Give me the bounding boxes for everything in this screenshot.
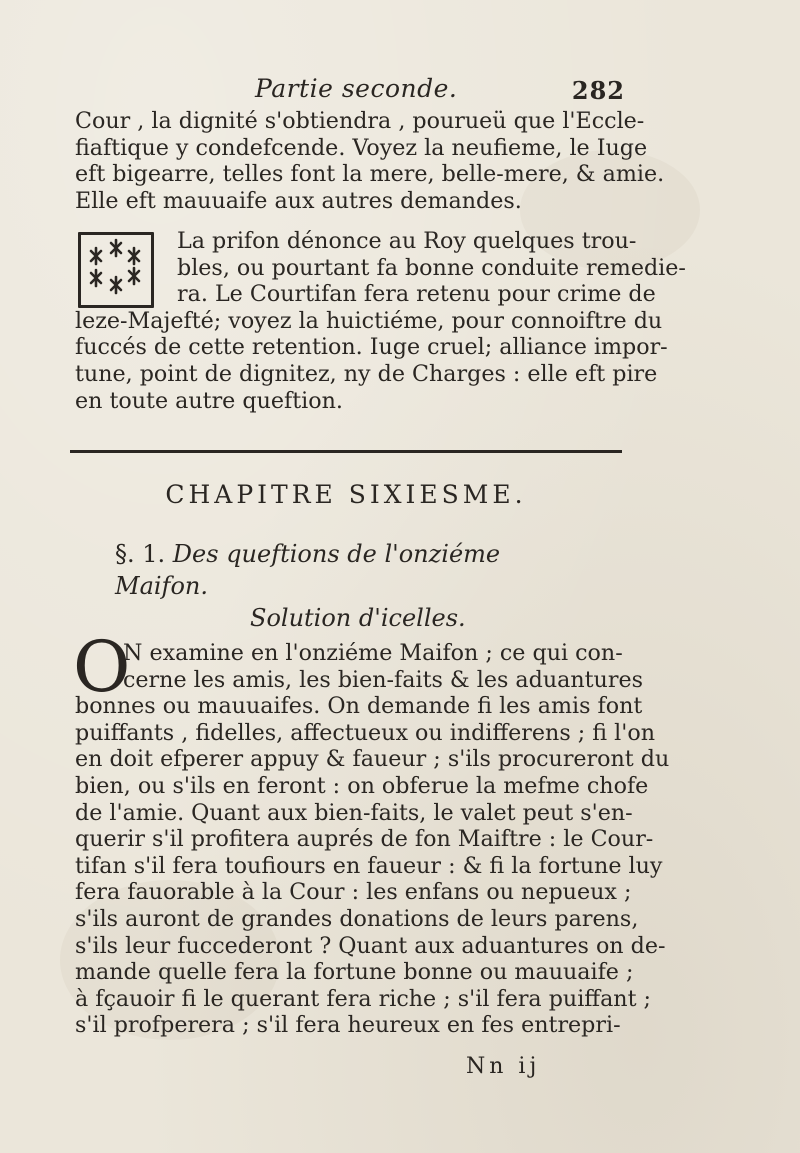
body-paragraph: [73, 626, 670, 1039]
section-heading: [115, 538, 595, 634]
top-paragraph: [75, 108, 665, 214]
text-line: tifan s'il fera toufiours en faueur : & fi la fortune luy: [75, 852, 663, 879]
section-number: §. 1.: [115, 540, 166, 568]
section-title: Des queftions de l'onziéme Maifon.: [115, 540, 501, 600]
text-line: bien, ou s'ils en feront : on obferue la mefme chofe: [75, 772, 649, 799]
page-number: 282: [571, 76, 625, 105]
text-line: en doit efperer appuy & faueur ; s'ils procureront du: [75, 746, 670, 773]
text-line: puiffants , fidelles, affectueux ou indifferens ; fi l'on: [75, 719, 655, 746]
text-line: La prifon dénonce au Roy quelques trou-: [177, 228, 637, 254]
catchword: Nn ij: [466, 1054, 541, 1079]
text-line: de l'amie. Quant aux bien-faits, le valet peut s'en-: [75, 799, 633, 826]
text-line: N examine en l'onziéme Maifon ; ce qui con-: [123, 640, 623, 666]
text-line: en toute autre queftion.: [75, 387, 343, 414]
text-line: s'ils auront de grandes donations de leurs parens,: [75, 905, 639, 932]
section-subtitle: Solution d'icelles.: [250, 604, 466, 632]
text-line: eft bigearre, telles font la mere, belle-mere, & amie.: [75, 161, 665, 188]
text-line: tune, point de dignitez, ny de Charges : elle eft pire: [75, 360, 658, 387]
text-line: ra. Le Courtifan fera retenu pour crime de: [177, 281, 656, 308]
text-line: querir s'il profitera auprés de fon Maiftre : le Cour-: [75, 826, 654, 853]
text-line: à fçauoir fi le querant fera riche ; s'il fera puiffant ;: [75, 985, 652, 1012]
running-title: Partie seconde.: [255, 74, 458, 103]
text-line: fuccés de cette retention. Iuge cruel; alliance impor-: [75, 334, 668, 361]
chapter-title: CHAPITRE SIXIESME.: [165, 480, 527, 509]
horizontal-rule: [70, 450, 622, 453]
text-line: fiaftique y condefcende. Voyez la neufieme, le Iuge: [75, 134, 648, 161]
text-line: Cour , la dignité s'obtiendra , pourueü que l'Eccle-: [75, 108, 645, 134]
text-line: mande quelle fera la fortune bonne ou mauuaife ;: [75, 959, 634, 986]
text-line: fera fauorable à la Cour : les enfans ou nepueux ;: [75, 879, 632, 906]
text-line: bles, ou pourtant fa bonne conduite remedie-: [177, 254, 686, 281]
text-line: s'ils leur fuccederont ? Quant aux aduantures on de-: [75, 932, 666, 959]
dropcap-letter: O: [73, 626, 131, 708]
text-line: bonnes ou mauuaifes. On demande fi les amis font: [75, 693, 643, 720]
text-line: leze-Majefté; voyez la huictiéme, pour connoiftre du: [75, 307, 663, 334]
text-line: cerne les amis, les bien-faits & les aduantures: [123, 666, 643, 693]
page-header: [70, 74, 625, 108]
ornament-text: [75, 228, 686, 414]
text-line: s'il profperera ; s'il fera heureux en fes entrepri-: [75, 1012, 621, 1039]
text-line: Elle eft mauuaife aux autres demandes.: [75, 187, 522, 214]
